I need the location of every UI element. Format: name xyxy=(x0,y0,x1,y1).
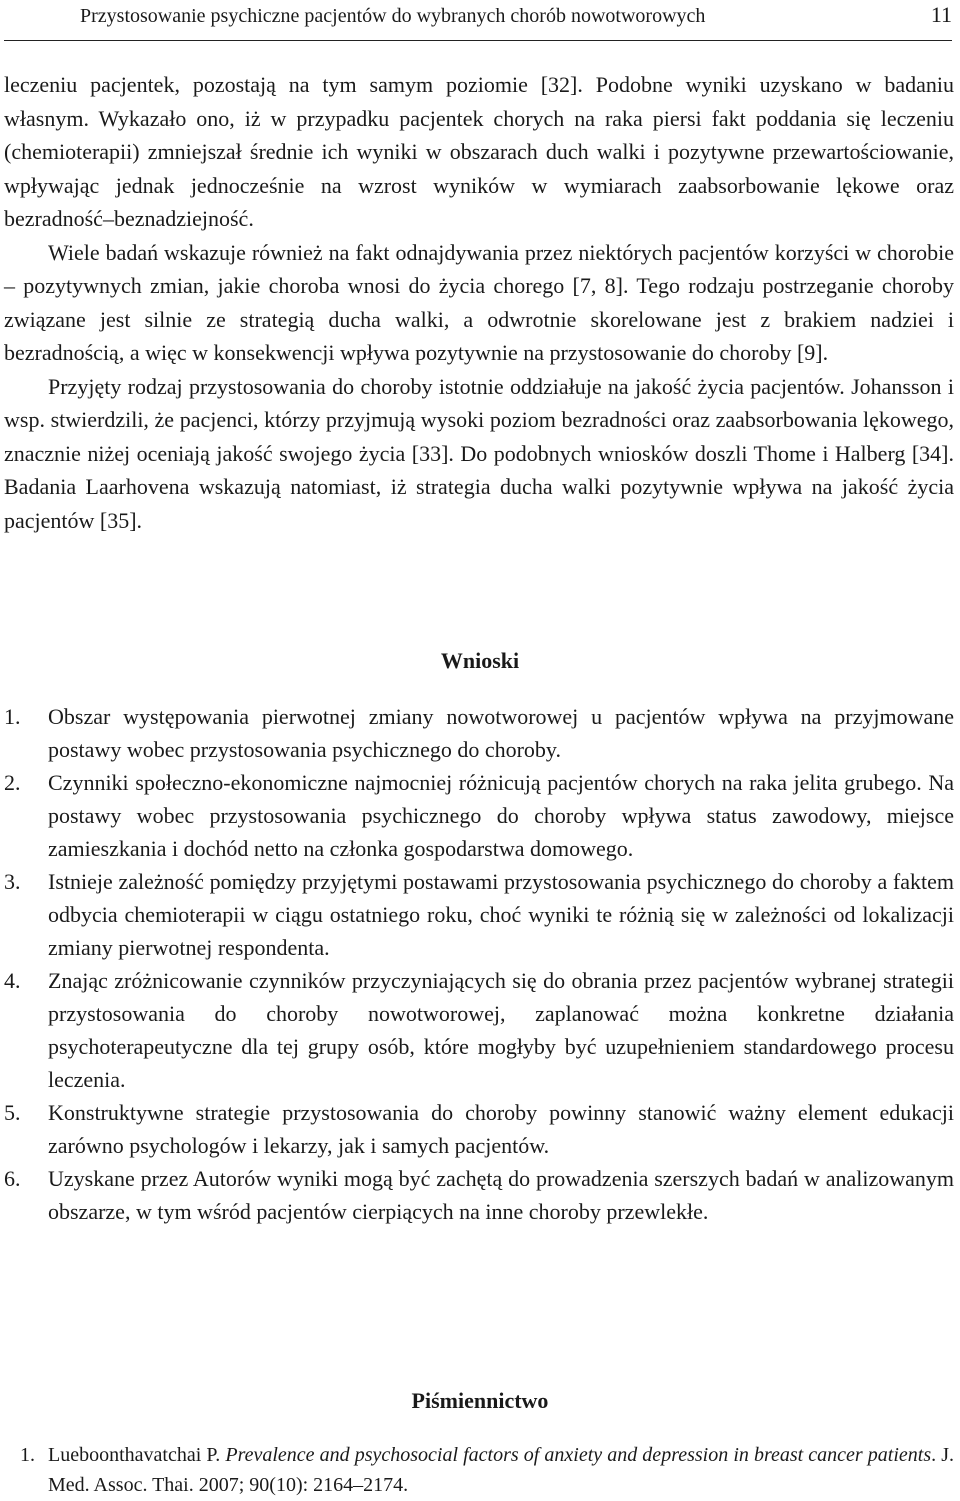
running-title: Przystosowanie psychiczne pacjentów do wybranych chorób nowotworowych xyxy=(80,5,706,27)
conclusions-list xyxy=(4,700,954,1228)
page-number: 11 xyxy=(930,2,952,27)
list-item xyxy=(4,1162,954,1228)
list-item-text: Obszar występowania pierwotnej zmiany nowotworowej u pacjentów wpływa na przyjmowane postawy wobec przystosowania psychicznego do choroby. xyxy=(48,704,954,762)
list-item-text: Znając zróżnicowanie czynników przyczyniających się do obrania przez pacjentów wybranej strategii przystosowania do choroby nowotworowej, zaplanować można konkretne działania psychoterapeutyczne dla tej grupy osób, które mogłyby być uzupełnieniem standardowego procesu leczenia. xyxy=(48,968,954,1092)
reference-authors: Lueboonthavatchai P. xyxy=(48,1444,226,1466)
list-item-number: 2. xyxy=(4,770,21,795)
references-heading: Piśmiennictwo xyxy=(411,1388,549,1413)
body-text xyxy=(4,68,954,537)
reference-item xyxy=(4,1440,954,1500)
list-item xyxy=(4,865,954,964)
body-paragraph: Przyjęty rodzaj przystosowania do choroby istotnie oddziałuje na jakość życia pacjentów. Johansson i wsp. stwierdzili, że pacjenci, którzy przyjmują wysoki poziom bezradności oraz zaabsorbowania lękowego, znacznie niżej oceniają jakość swojego życia [33]. Do podobnych wniosków doszli Thome i Halberg [34]. Badania Laarhovena wskazują natomiast, iż strategia ducha walki pozytywnie wpływa na jakość życia pacjentów [35]. xyxy=(4,373,954,533)
conclusions-heading: Wnioski xyxy=(440,648,520,673)
reference-source: . J. Med. Assoc. Thai. 2007; 90(10): 2164–2174. xyxy=(48,1444,954,1496)
list-item-number: 6. xyxy=(4,1166,21,1191)
list-item-text: Istnieje zależność pomiędzy przyjętymi postawami przystosowania psychicznego do choroby a faktem odbycia chemioterapii w ciągu ostatniego roku, choć wyniki te różnią się w zależności od lokalizacji zmiany pierwotnej respondenta. xyxy=(48,869,954,960)
list-item xyxy=(4,964,954,1096)
list-item xyxy=(4,766,954,865)
list-item-number: 3. xyxy=(4,869,21,894)
body-paragraph: leczeniu pacjentek, pozostają na tym samym poziomie [32]. Podobne wyniki uzyskano w badaniu własnym. Wykazało ono, iż w przypadku pacjentek chorych na raka piersi fakt poddania się leczeniu (chemioterapii) zmniejszał średnie ich wyniki w obszarach duch walki i pozytywne przewartościowanie, wpływając jednak jednocześnie na wzrost wyników w wymiarach zaabsorbowanie lękowe oraz bezradność–beznadziejność. xyxy=(4,72,954,231)
list-item-number: 1. xyxy=(4,704,21,729)
list-item-number: 4. xyxy=(4,968,21,993)
list-item xyxy=(4,700,954,766)
list-item-text: Czynniki społeczno-ekonomiczne najmocniej różnicują pacjentów chorych na raka jelita grubego. Na postawy wobec przystosowania psychicznego do choroby wpływa status zawodowy, miejsce zamieszkania i dochód netto na członka gospodarstwa domowego. xyxy=(48,770,954,861)
body-paragraph: Wiele badań wskazuje również na fakt odnajdywania przez niektórych pacjentów korzyści w chorobie – pozytywnych zmian, jakie choroba wnosi do życia chorego [7, 8]. Tego rodzaju postrzeganie choroby związane jest silnie ze strategią ducha walki, a odwrotnie skorelowane jest z brakiem nadziei i bezradnością, a więc w konsekwencji wpływa pozytywnie na przystosowanie do choroby [9]. xyxy=(4,239,954,365)
list-item xyxy=(4,1096,954,1162)
list-item-number: 5. xyxy=(4,1100,21,1125)
running-header xyxy=(4,0,952,41)
reference-title: Prevalence and psychosocial factors of anxiety and depression in breast cancer patients xyxy=(225,1444,932,1466)
list-item-text: Konstruktywne strategie przystosowania do choroby powinny stanowić ważny element edukacji zarówno psychologów i lekarzy, jak i samych pacjentów. xyxy=(48,1100,954,1158)
references-list xyxy=(4,1440,954,1500)
reference-number: 1. xyxy=(20,1444,35,1466)
list-item-text: Uzyskane przez Autorów wyniki mogą być zachętą do prowadzenia szerszych badań w analizowanym obszarze, w tym wśród pacjentów cierpiących na inne choroby przewlekłe. xyxy=(48,1166,954,1224)
